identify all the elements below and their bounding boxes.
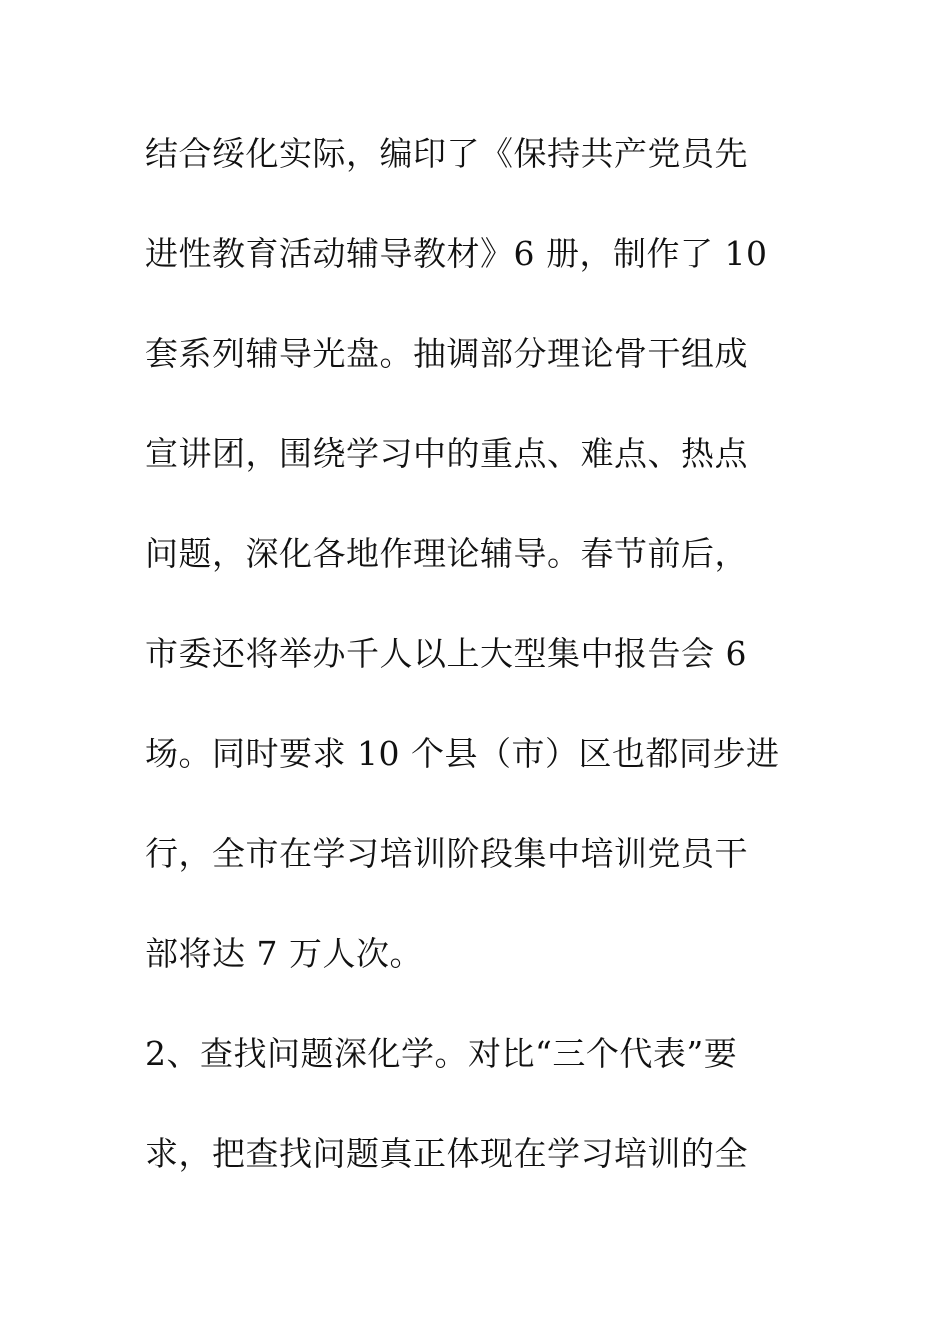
- text-line: 求，把查找问题真正体现在学习培训的全: [145, 1134, 748, 1173]
- text-line: 部将达 7 万人次。: [145, 934, 423, 973]
- text-line: 场。同时要求 10 个县（市）区也都同步进: [145, 734, 780, 773]
- text-line: 2、查找问题深化学。对比“三个代表”要: [145, 1034, 738, 1073]
- text-line: 进性教育活动辅导教材》6 册，制作了 10: [145, 234, 768, 273]
- text-line: 市委还将举办千人以上大型集中报告会 6: [145, 634, 747, 673]
- text-line: 宣讲团，围绕学习中的重点、难点、热点: [145, 434, 748, 473]
- text-line: 结合绥化实际，编印了《保持共产党员先: [145, 134, 748, 173]
- text-line: 套系列辅导光盘。抽调部分理论骨干组成: [145, 334, 748, 373]
- text-line: 问题，深化各地作理论辅导。春节前后，: [145, 534, 748, 573]
- text-line: 行，全市在学习培训阶段集中培训党员干: [145, 834, 748, 873]
